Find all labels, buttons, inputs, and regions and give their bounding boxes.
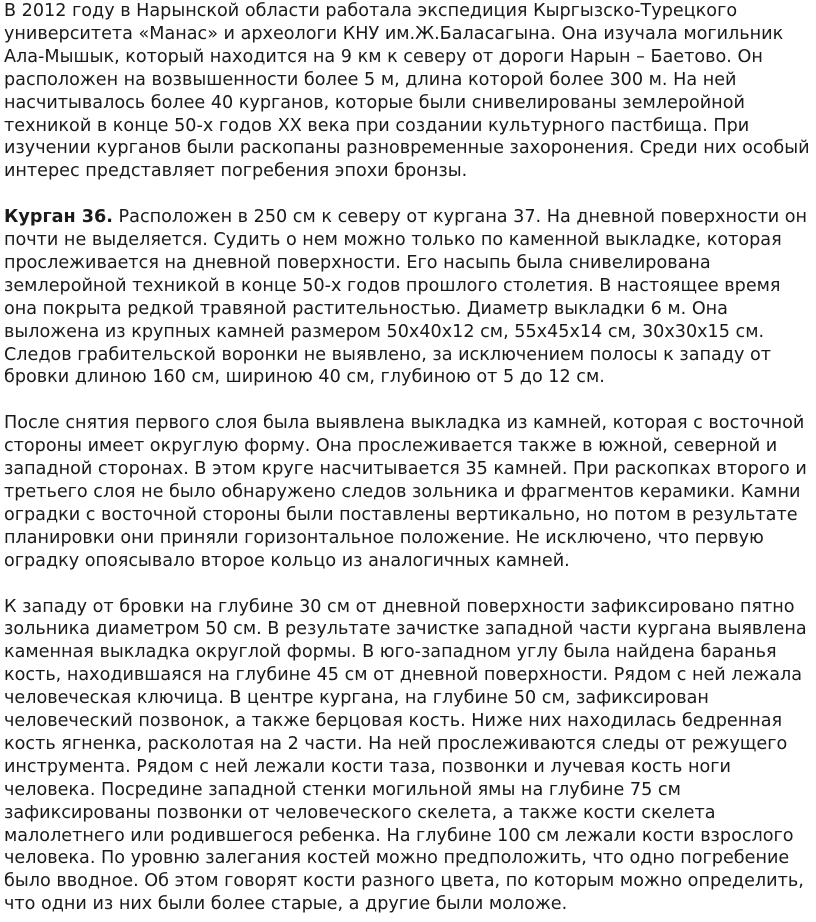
paragraph-gap (4, 389, 812, 412)
paragraph-gap (4, 183, 812, 206)
document-body (4, 0, 812, 916)
west-side-paragraph: К западу от бровки на глубине 30 см от дневной поверхности зафиксировано пятно зольника диаметром 50 см. В результате зачистке западной части кургана выявлена каменная выкладка округлой формы. В юго-западном углу была найдена баранья кость, находившаяся на глубине 45 см от дневной поверхности. Рядом с ней лежала человеческая ключица. В центре кургана, на глубине 50 см, зафиксирован человеческий позвонок, а также берцовая кость. Ниже них находилась бедренная кость ягненка, расколотая на 2 части. На ней прослеживаются следы от режущего инструмента. Рядом с ней лежали кости таза, позвонки и лучевая кость ноги человека. Посредине западной стенки могильной ямы на глубине 75 см зафиксированы позвонки от человеческого скелета, а также кости скелета малолетнего или родившегося ребенка. На глубине 100 см лежали кости взрослого человека. По уровню залегания костей можно предположить, что одно погребение было вводное. Об этом говорят кости разного цвета, по которым можно определить, что одни из них были более старые, а другие были моложе. (4, 596, 807, 915)
kurgan-36-heading: Курган 36. (4, 207, 113, 228)
intro-paragraph: В 2012 году в Нарынской области работала экспедиция Кыргызско-Турецкого университета «Манас» и археологи КНУ им.Ж.Баласагына. Она изучала могильник Ала-Мышык, который находится на 9 км к северу от дороги Нарын – Баетово. Он расположен на возвышенности более 5 м, длина которой более 300 м. На ней насчитывалось более 40 курганов, которые были снивелированы землеройной техникой в конце 50-х годов XX века при создании культурного пастбища. При изучении курганов были раскопаны разновременные захоронения. Среди них особый интерес представляет погребения эпохи бронзы. (4, 1, 810, 182)
kurgan-36-paragraph (4, 206, 812, 389)
first-layer-paragraph: После снятия первого слоя была выявлена выкладка из камней, которая с восточной стороны имеет округлую форму. Она прослеживается также в южной, северной и западной сторонах. В этом круге насчитывается 35 камней. При раскопках второго и третьего слоя не было обнаружено следов зольника и фрагментов керамики. Камни оградки с восточной стороны были поставлены вертикально, но потом в результате планировки они приняли горизонтальное положение. Не исключено, что первую оградку опоясывало второе кольцо из аналогичных камней. (4, 413, 807, 571)
kurgan-36-text: Расположен в 250 см к северу от кургана 37. На дневной поверхности он почти не выделяется. Судить о нем можно только по каменной выкладке, которая прослеживается на дневной поверхности. Его насыпь была снивелирована землеройной техникой в конце 50-х годов прошлого столетия. В настоящее время она покрыта редкой травяной растительностью. Диаметр выкладки 6 м. Она выложена из крупных камней размером 50х40х12 см, 55х45х14 см, 30х30х15 см. Следов грабительской воронки не выявлено, за исключением полосы к западу от бровки длиною 160 см, шириною 40 см, глубиною от 5 до 12 см. (4, 207, 807, 388)
paragraph-gap (4, 573, 812, 596)
